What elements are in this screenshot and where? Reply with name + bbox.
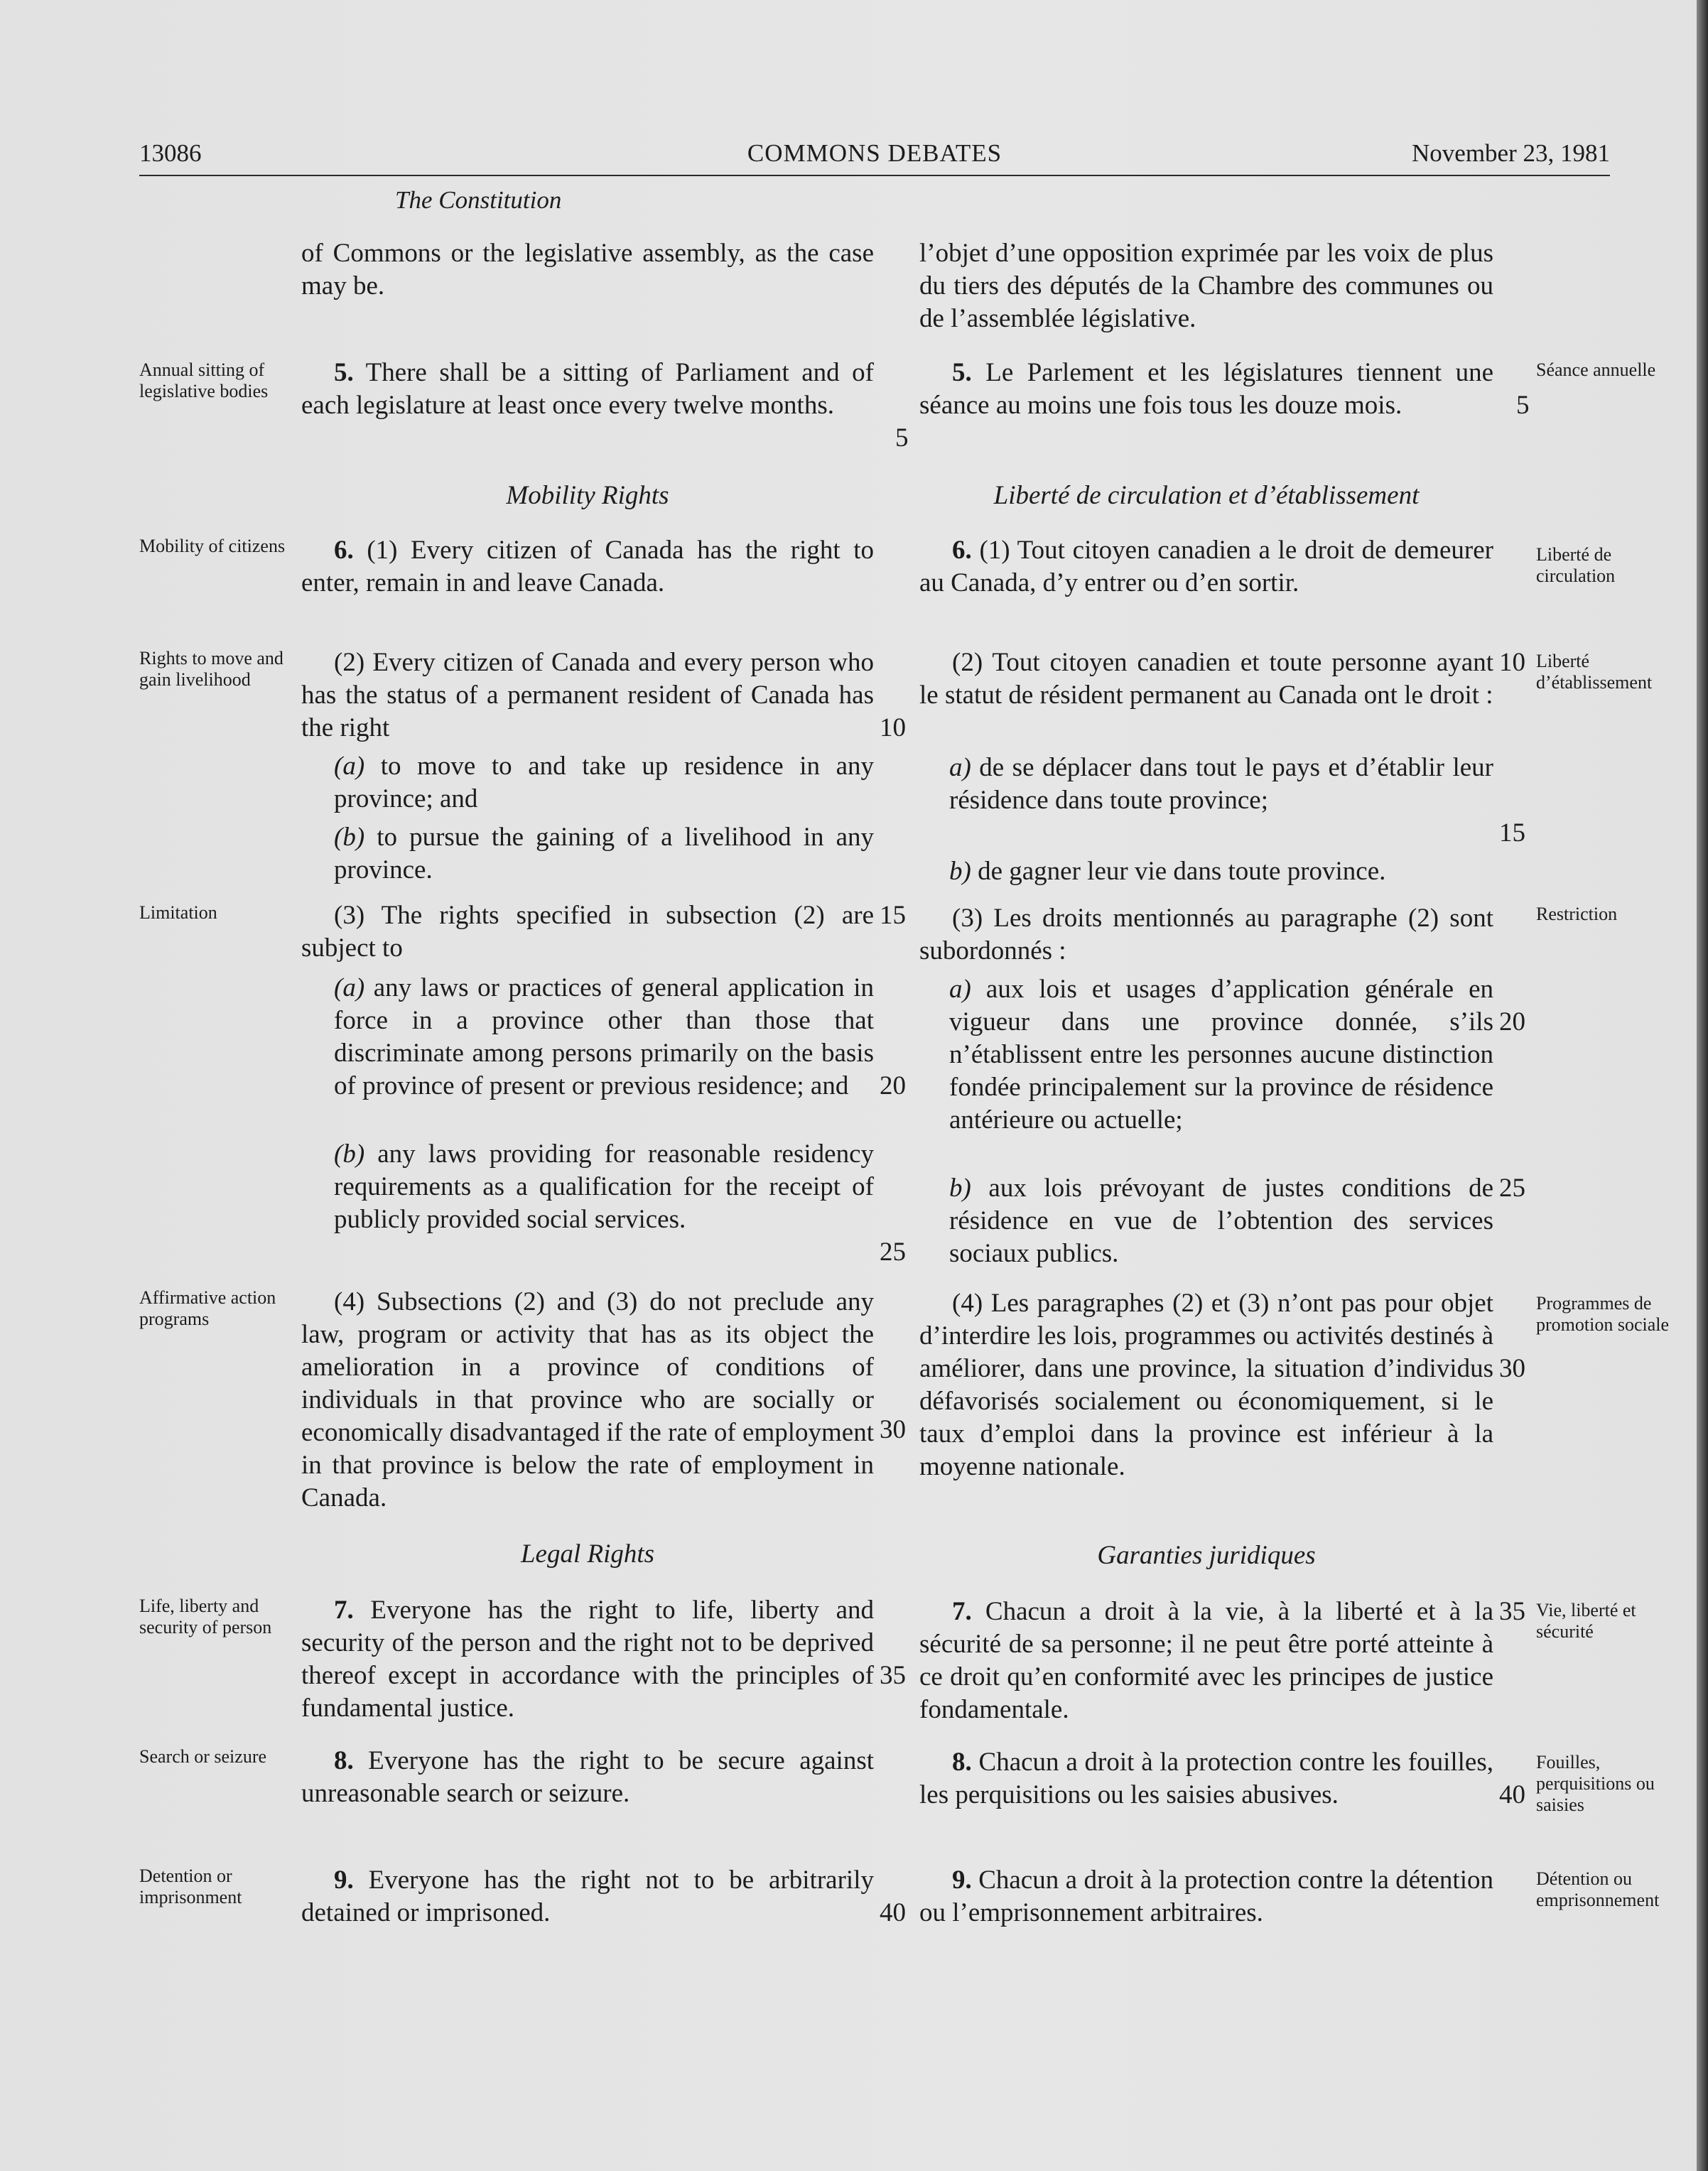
line-number: 5 — [1516, 391, 1530, 420]
page-date: November 23, 1981 — [1412, 139, 1610, 167]
fr-continuation: l’objet d’une opposition exprimée par les voix de plus du tiers des députés de la Chambre des communes ou de l’assemblée législative. — [919, 239, 1493, 333]
line-number: 15 — [1499, 818, 1525, 848]
fr-section-6-3-b: b) aux lois prévoyant de justes conditions de résidence en vue de l’obtention des services sociaux publics. — [949, 1174, 1493, 1268]
note-fr-s5: Séance annuelle — [1536, 359, 1656, 380]
running-head: The Constitution — [395, 186, 562, 214]
en-section-7: 7. Everyone has the right to life, liberty and security of the person and the right not to be deprived thereof except in accordance with the principles of fundamental justice. — [301, 1596, 874, 1723]
note-en-s9: Detention or imprisonment — [139, 1866, 242, 1907]
page-edge-shadow — [1697, 0, 1708, 2171]
note-fr-s6-3: Restriction — [1536, 904, 1618, 924]
en-continuation: of Commons or the legislative assembly, as the case may be. — [301, 239, 874, 301]
line-number: 30 — [1499, 1354, 1525, 1383]
en-section-6-2-b: (b) to pursue the gaining of a livelihood in any province. — [334, 823, 874, 884]
line-number: 15 — [880, 901, 906, 930]
note-fr-s8: Fouilles, perquisitions ou saisies — [1536, 1752, 1655, 1815]
fr-section-6-3: (3) Les droits mentionnés au paragraphe (2) sont subordonnés : — [919, 904, 1493, 965]
note-fr-s6-2: Liberté d’établissement — [1536, 651, 1653, 693]
en-section-6-2: (2) Every citizen of Canada and every person who has the status of a permanent resident of Canada has the right — [301, 648, 874, 742]
note-fr-s6-4: Programmes de promotion sociale — [1536, 1293, 1670, 1335]
en-section-6-3-a: (a) any laws or practices of general application in force in a province other than those that discriminate among persons primarily on the basis of province of present or previous residence; and — [334, 973, 874, 1100]
fr-section-6-3-a: a) aux lois et usages d’application générale en vigueur dans une province donnée, s’ils n’établissent entre les personnes aucune distinction fondée principalement sur la province de résidence antérieure ou actuelle; — [949, 975, 1493, 1135]
line-number: 20 — [880, 1071, 906, 1100]
heading-mobility-en: Mobility Rights — [506, 481, 669, 510]
en-section-6-3-b: (b) any laws providing for reasonable residency requirements as a qualification for the receipt of publicly provided social services. — [334, 1139, 874, 1234]
line-number: 40 — [880, 1898, 906, 1927]
note-en-s5: Annual sitting of legislative bodies — [139, 359, 269, 401]
fr-section-5: 5. Le Parlement et les législatures tiennent une séance au moins une fois tous les douze mois. — [919, 358, 1493, 420]
fr-section-6-4: (4) Les paragraphes (2) et (3) n’ont pas pour objet d’interdire les lois, programmes ou activités destinés à améliorer, dans une province, la situation d’individus défavorisés socialement ou économiquement, si le taux d’emploi dans la province est inférieur à la moyenne nationale. — [919, 1289, 1493, 1481]
fr-section-6-2-b: b) de gagner leur vie dans toute province. — [949, 857, 1386, 886]
fr-section-6-2-a: a) de se déplacer dans tout le pays et d’établir leur résidence dans toute province; — [949, 753, 1493, 815]
line-number: 25 — [880, 1238, 906, 1267]
heading-legal-en: Legal Rights — [520, 1539, 655, 1569]
en-section-6-3: (3) The rights specified in subsection (2) are subject to — [301, 901, 874, 963]
note-en-s6-1: Mobility of citizens — [139, 536, 286, 556]
page-number: 13086 — [139, 139, 202, 167]
en-section-6-4: (4) Subsections (2) and (3) do not preclude any law, program or activity that has as its object the amelioration in a province of conditions of individuals in that province who are socially or economically disadvantaged if the rate of employment in that province is below the rate of employment in Canada. — [301, 1287, 874, 1512]
note-fr-s6-1: Liberté de circulation — [1536, 544, 1616, 586]
fr-section-8: 8. Chacun a droit à la protection contre les fouilles, les perquisitions ou les saisies abusives. — [919, 1748, 1493, 1809]
en-section-6-2-a: (a) to move to and take up residence in any province; and — [334, 752, 874, 813]
note-en-s8: Search or seizure — [139, 1746, 267, 1767]
en-section-5: 5. There shall be a sitting of Parliament and of each legislature at least once every twelve months. — [301, 358, 874, 420]
line-number: 35 — [1499, 1597, 1525, 1626]
line-number: 10 — [1499, 648, 1525, 677]
line-number: 35 — [880, 1661, 906, 1690]
note-en-s6-3: Limitation — [139, 902, 217, 923]
en-section-9: 9. Everyone has the right not to be arbitrarily detained or imprisoned. — [301, 1866, 874, 1927]
line-number: 25 — [1499, 1174, 1525, 1203]
line-number: 20 — [1499, 1007, 1525, 1036]
note-en-s7: Life, liberty and security of person — [139, 1596, 272, 1637]
fr-section-6-2: (2) Tout citoyen canadien et toute personne ayant le statut de résident permanent au Canada ont le droit : — [919, 648, 1493, 710]
journal-title: COMMONS DEBATES — [747, 139, 1002, 167]
fr-section-6-1: 6. (1) Tout citoyen canadien a le droit de demeurer au Canada, d’y entrer ou d’en sortir. — [919, 536, 1493, 597]
note-fr-s7: Vie, liberté et sécurité — [1536, 1600, 1636, 1642]
fr-section-7: 7. Chacun a droit à la vie, à la liberté et à la sécurité de sa personne; il ne peut être porté atteinte à ce droit qu’en conformité avec les principes de justice fondamentale. — [919, 1597, 1493, 1724]
heading-mobility-fr: Liberté de circulation et d’établissement — [993, 481, 1420, 510]
line-number: 5 — [895, 423, 909, 453]
note-fr-s9: Détention ou emprisonnement — [1536, 1868, 1660, 1910]
en-section-8: 8. Everyone has the right to be secure against unreasonable search or seizure. — [301, 1746, 874, 1808]
heading-legal-fr: Garanties juridiques — [1097, 1541, 1316, 1570]
fr-section-9: 9. Chacun a droit à la protection contre la détention ou l’emprisonnement arbitraires. — [919, 1866, 1493, 1927]
page-header — [139, 139, 1610, 176]
note-en-s6-4: Affirmative action programs — [139, 1287, 276, 1329]
line-number: 30 — [880, 1415, 906, 1444]
line-number: 40 — [1499, 1780, 1525, 1809]
note-en-s6-2: Rights to move and gain livelihood — [139, 648, 283, 690]
line-number: 10 — [880, 713, 906, 742]
en-section-6-1: 6. (1) Every citizen of Canada has the right to enter, remain in and leave Canada. — [301, 536, 874, 597]
